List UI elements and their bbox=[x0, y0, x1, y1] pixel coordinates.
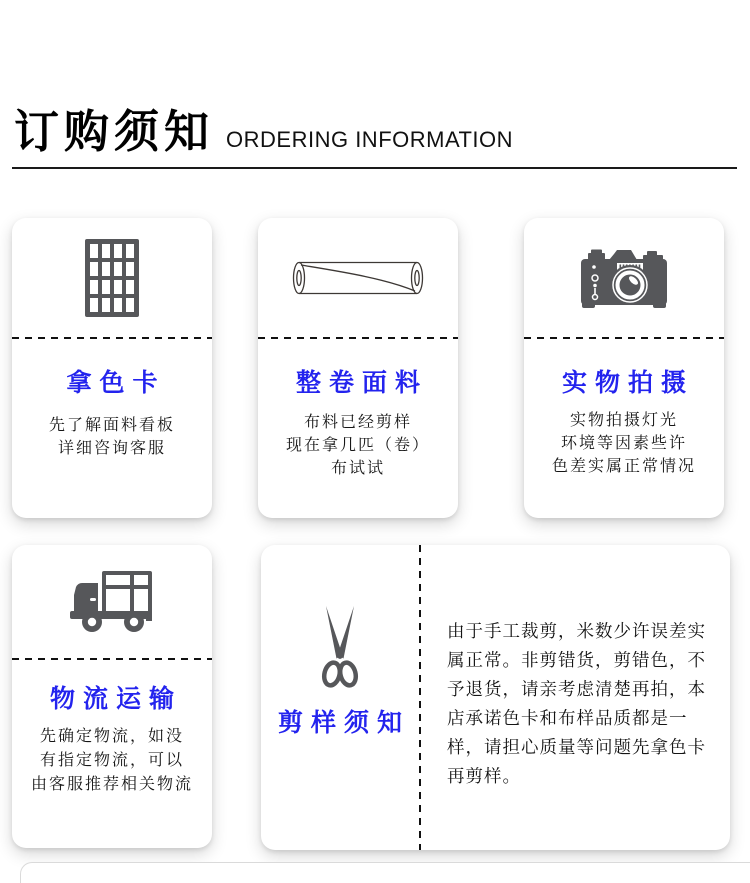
header-divider bbox=[12, 167, 737, 169]
card-description bbox=[258, 411, 458, 480]
section-title-en: ORDERING INFORMATION bbox=[226, 127, 514, 152]
dashed-vertical-separator bbox=[419, 545, 421, 850]
text-line: 由客服推荐相关物流 bbox=[30, 776, 193, 793]
card-title: 整卷面料 bbox=[295, 370, 428, 397]
text-line: 色差实属正常情况 bbox=[551, 458, 696, 475]
text-line: 布料已经剪样 bbox=[303, 414, 412, 431]
dashed-separator bbox=[12, 337, 212, 339]
card-real-photo bbox=[524, 218, 724, 518]
text-line: 现在拿几匹（卷） bbox=[285, 437, 430, 454]
text-line: 详细咨询客服 bbox=[57, 440, 166, 457]
dashed-separator bbox=[258, 337, 458, 339]
card-title: 实物拍摄 bbox=[561, 370, 694, 397]
card-description bbox=[12, 725, 212, 797]
text-line: 由于手工裁剪，米数少许误差实 bbox=[447, 621, 706, 641]
text-line: 布试试 bbox=[330, 460, 385, 477]
card-icon-zone bbox=[258, 218, 458, 337]
card-description bbox=[12, 414, 212, 460]
card-logistics bbox=[12, 545, 212, 848]
text-line: 先了解面料看板 bbox=[48, 417, 175, 434]
next-section-card-edge bbox=[20, 862, 750, 883]
text-line: 再剪样。 bbox=[447, 766, 521, 786]
text-line: 有指定物流，可以 bbox=[39, 752, 184, 769]
card-icon-zone bbox=[524, 218, 724, 337]
text-line: 店承诺色卡和布样品质都是一 bbox=[447, 708, 688, 728]
fabric-roll-icon bbox=[292, 261, 424, 295]
scissors-icon bbox=[320, 606, 360, 690]
dashed-separator bbox=[524, 337, 724, 339]
card-icon-zone bbox=[12, 218, 212, 337]
text-line: 先确定物流，如没 bbox=[39, 728, 184, 745]
dashed-separator bbox=[12, 658, 212, 660]
color-swatch-grid-icon bbox=[85, 239, 139, 317]
card-description bbox=[524, 409, 724, 478]
card-color-sample bbox=[12, 218, 212, 518]
text-line: 实物拍摄灯光 bbox=[569, 412, 678, 429]
text-line: 环境等因素些许 bbox=[560, 435, 687, 452]
text-line: 样，请担心质量等问题先拿色卡 bbox=[447, 737, 706, 757]
card-paragraph bbox=[447, 617, 723, 791]
card-icon-zone bbox=[12, 545, 212, 658]
camera-icon bbox=[581, 247, 667, 309]
section-title-zh: 订购须知 bbox=[14, 107, 215, 157]
card-whole-roll-fabric bbox=[258, 218, 458, 518]
delivery-truck-icon bbox=[70, 571, 154, 633]
text-line: 属正常。非剪错货，剪错色，不 bbox=[447, 650, 706, 670]
card-title: 拿色卡 bbox=[66, 370, 166, 397]
card-cut-sample-notice bbox=[261, 545, 730, 850]
card-icon-zone bbox=[261, 603, 419, 693]
card-title: 物流运输 bbox=[49, 686, 182, 713]
text-line: 予退货，请亲考虑清楚再拍，本 bbox=[447, 679, 706, 699]
section-header bbox=[14, 108, 513, 158]
card-title: 剪样须知 bbox=[277, 710, 410, 737]
